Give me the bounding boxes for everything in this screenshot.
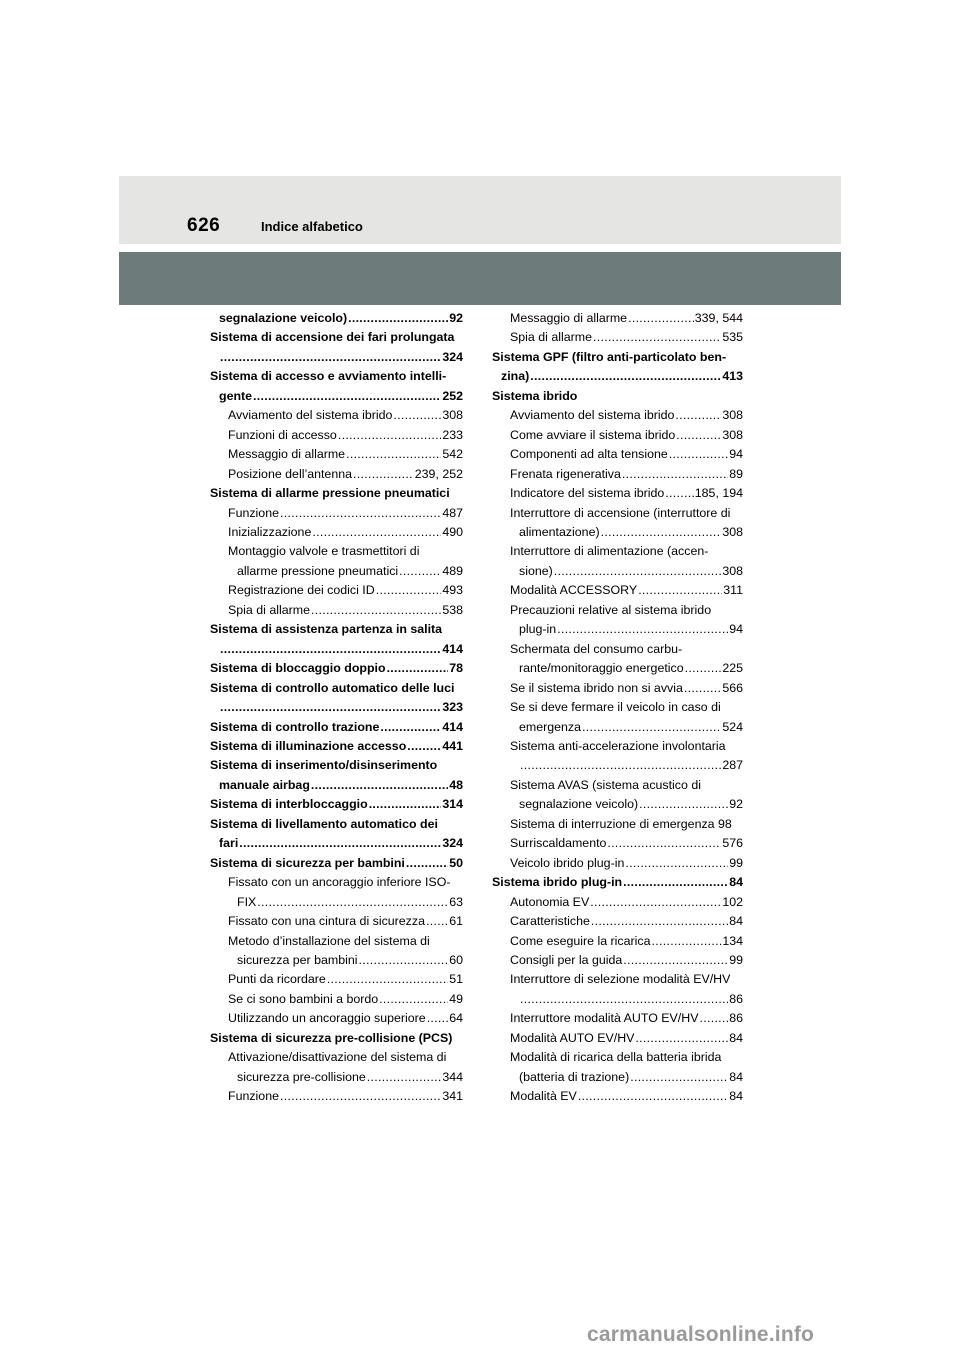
dot-leader	[699, 1009, 728, 1028]
index-entry-text: Componenti ad alta tensione	[510, 447, 668, 462]
dot-leader	[376, 581, 442, 600]
index-entry	[210, 873, 463, 892]
header-band	[119, 176, 841, 244]
index-entry	[210, 387, 463, 406]
index-entry-text: Sistema di controllo automatico delle luci	[210, 680, 455, 695]
index-entry-text: sicurezza per bambini	[237, 952, 358, 967]
index-entry-text: Posizione dell’antenna	[228, 466, 352, 481]
index-entry	[492, 562, 743, 581]
index-entry-page: 314	[442, 797, 463, 812]
index-entry-page: 48	[449, 777, 463, 792]
dot-leader	[280, 504, 441, 523]
index-entry-text: Spia di allarme	[510, 330, 592, 345]
dot-leader	[369, 795, 442, 814]
index-entry-text: Sistema ibrido	[492, 388, 578, 403]
index-entry-page: 99	[729, 952, 743, 967]
index-entry	[492, 328, 743, 347]
index-entry-page: 134	[722, 933, 743, 948]
dot-leader	[651, 932, 721, 951]
index-entry	[492, 893, 743, 912]
index-entry	[210, 1087, 463, 1106]
index-entry	[492, 465, 743, 484]
dot-leader	[591, 912, 728, 931]
dot-leader	[520, 990, 728, 1009]
index-entry-page: 102	[722, 894, 743, 909]
index-entry	[210, 562, 463, 581]
dot-leader	[399, 562, 441, 581]
dot-leader	[582, 718, 721, 737]
index-entry	[210, 445, 463, 464]
index-entry	[210, 581, 463, 600]
dot-leader	[359, 951, 449, 970]
index-entry-page: 60	[449, 952, 463, 967]
index-entry-text: Se si deve fermare il veicolo in caso di	[510, 700, 721, 715]
index-entry	[492, 756, 743, 775]
index-entry-text: Sistema di bloccaggio doppio	[210, 661, 386, 676]
dot-leader	[623, 873, 728, 892]
index-entry	[210, 640, 463, 659]
index-entry	[492, 1009, 743, 1028]
index-entry	[492, 445, 743, 464]
index-entry	[210, 815, 463, 834]
dot-leader	[280, 1087, 441, 1106]
index-entry	[492, 504, 743, 523]
index-entry-text: segnalazione veicolo)	[219, 311, 348, 325]
index-entry-page: 92	[729, 797, 743, 812]
index-entry-page: 308	[442, 408, 463, 423]
index-entry-text: Fissato con una cintura di sicurezza	[228, 914, 425, 929]
index-entry-text: Precauzioni relative al sistema ibrido	[510, 602, 712, 617]
index-entry-page: 538	[442, 602, 463, 617]
index-entry	[492, 873, 743, 892]
index-entry-text: Frenata rigenerativa	[510, 466, 621, 481]
dot-leader	[630, 1068, 728, 1087]
index-entry-page: 239, 252	[414, 466, 463, 481]
dot-leader	[639, 795, 728, 814]
index-entry	[210, 309, 463, 328]
index-entry	[492, 406, 743, 425]
index-entry-text: Sistema di allarme pressione pneumatici	[210, 486, 450, 501]
index-entry	[492, 854, 743, 873]
index-entry	[492, 348, 743, 367]
index-entry	[492, 834, 743, 853]
index-entry-page: 225	[722, 661, 743, 676]
index-entry-text: Metodo d’installazione del sistema di	[228, 933, 430, 948]
index-entry	[492, 1048, 743, 1067]
dot-leader	[557, 620, 728, 639]
index-entry-text: Interruttore modalità AUTO EV/HV	[510, 1011, 699, 1026]
index-entry-page: 61	[449, 914, 463, 929]
index-entry-text: alimentazione)	[519, 524, 600, 539]
index-entry	[210, 406, 463, 425]
index-entry-text: rante/monitoraggio energetico	[519, 661, 684, 676]
dot-leader	[593, 328, 721, 347]
index-entry	[492, 776, 743, 795]
index-entry-text: Punti da ricordare	[228, 972, 326, 987]
index-entry-text: Attivazione/disattivazione del sistema di	[228, 1050, 447, 1065]
index-entry	[210, 756, 463, 775]
index-entry-text: Utilizzando un ancoraggio superiore	[228, 1011, 426, 1026]
dot-leader	[353, 465, 414, 484]
index-entry-text: Inizializzazione	[228, 524, 312, 539]
index-entry	[210, 698, 463, 717]
index-entry-text: Interruttore di accensione (interruttore di	[510, 505, 731, 520]
index-entry	[210, 348, 463, 367]
index-entry-text: Interruttore di alimentazione (accen-	[510, 544, 709, 559]
index-entry-page: 576	[722, 836, 743, 851]
dot-leader	[520, 756, 721, 775]
index-entry	[492, 581, 743, 600]
index-entry	[492, 970, 743, 989]
index-entry-page: 51	[449, 972, 463, 987]
index-entry-page: 49	[449, 991, 463, 1006]
index-entry	[492, 484, 743, 503]
index-entry-page: 341	[442, 1089, 463, 1104]
index-entry	[492, 367, 743, 386]
dot-leader	[554, 562, 722, 581]
index-entry	[492, 718, 743, 737]
index-entry-text: Sistema GPF (filtro anti-particolato ben-	[492, 349, 727, 364]
section-title: Indice alfabetico	[261, 219, 363, 234]
page-number: 626	[187, 215, 221, 236]
dot-leader	[669, 445, 728, 464]
index-entry-page: 50	[449, 855, 463, 870]
index-entry-text: Sistema di inserimento/disinserimento	[210, 758, 438, 773]
index-entry	[210, 912, 463, 931]
index-entry	[492, 912, 743, 931]
index-entry	[210, 951, 463, 970]
index-entry-page: 308	[722, 408, 743, 423]
index-entry	[210, 679, 463, 698]
index-entry	[492, 620, 743, 639]
dot-leader	[530, 367, 721, 386]
dot-leader	[311, 601, 441, 620]
dot-leader	[684, 679, 721, 698]
index-entry	[210, 854, 463, 873]
index-entry-text: Sistema anti-accelerazione involontaria	[510, 738, 726, 753]
index-entry-page: 84	[729, 914, 743, 929]
index-entry-text: Spia di allarme	[228, 602, 310, 617]
dot-leader	[387, 659, 449, 678]
index-entry-text: Messaggio di allarme	[228, 447, 346, 462]
dot-leader	[628, 309, 694, 328]
index-entry-page: 413	[722, 369, 743, 384]
index-entry-page: 414	[442, 719, 463, 734]
index-entry-page: 308	[722, 524, 743, 539]
dot-leader	[601, 523, 722, 542]
index-entry-text: Fissato con un ancoraggio inferiore ISO-	[228, 875, 451, 890]
index-entry	[210, 718, 463, 737]
index-entry	[492, 815, 743, 834]
index-entry-page: 339, 544	[694, 311, 743, 325]
dot-leader	[338, 426, 441, 445]
dot-leader	[427, 1009, 449, 1028]
index-entry-page: 252	[442, 388, 463, 403]
index-entry	[210, 659, 463, 678]
index-entry-page: 489	[442, 563, 463, 578]
index-entry-page: 84	[729, 1089, 743, 1104]
dot-leader	[607, 834, 721, 853]
index-entry	[492, 951, 743, 970]
index-entry-text: allarme pressione pneumatici	[237, 563, 399, 578]
index-entry-text: Se ci sono bambini a bordo	[228, 991, 379, 1006]
dot-leader	[635, 1029, 728, 1048]
index-entry-text: Messaggio di allarme	[510, 311, 628, 325]
dot-leader	[426, 912, 448, 931]
index-entry-text: Come eseguire la ricarica	[510, 933, 651, 948]
dot-leader	[393, 406, 441, 425]
index-entry-text: Registrazione dei codici ID	[228, 583, 375, 598]
index-entry	[492, 640, 743, 659]
index-entry-text: FIX	[237, 894, 257, 909]
index-entry	[210, 328, 463, 347]
index-entry-text: Montaggio valvole e trasmettitori di	[228, 544, 420, 559]
index-entry	[492, 932, 743, 951]
header-dark-band	[119, 252, 841, 305]
index-entry-page: 84	[729, 875, 743, 890]
index-entry	[492, 990, 743, 1009]
index-entry-text: segnalazione veicolo)	[519, 797, 639, 812]
index-entry	[210, 1068, 463, 1087]
index-entry	[210, 367, 463, 386]
index-entry	[210, 990, 463, 1009]
dot-leader	[346, 445, 441, 464]
index-entry-page: 84	[729, 1069, 743, 1084]
dot-leader	[676, 426, 721, 445]
index-entry	[492, 542, 743, 561]
index-entry-text: Se il sistema ibrido non si avvia	[510, 680, 683, 695]
index-entry	[210, 601, 463, 620]
index-entry	[210, 542, 463, 561]
index-entry-text: Funzione	[228, 505, 279, 520]
index-entry-text: sicurezza pre-collisione	[237, 1069, 366, 1084]
index-entry-text: Sistema di sicurezza pre-collisione (PCS)	[210, 1030, 453, 1045]
index-entry-page: 414	[442, 641, 463, 656]
dot-leader	[220, 640, 441, 659]
dot-leader	[220, 348, 441, 367]
index-entry-text: Sistema AVAS (sistema acustico di	[510, 777, 701, 792]
index-entry-text: Modalità AUTO EV/HV	[510, 1030, 635, 1045]
index-entry	[210, 1029, 463, 1048]
index-entry-text: Modalità EV	[510, 1089, 577, 1104]
index-entry-page: 64	[449, 1011, 463, 1026]
index-entry	[210, 737, 463, 756]
index-entry-page: 308	[722, 427, 743, 442]
index-entry	[210, 426, 463, 445]
index-entry-text: manuale airbag	[219, 777, 310, 792]
index-entry	[492, 795, 743, 814]
index-entry-page: 566	[722, 680, 743, 695]
index-entry	[492, 1087, 743, 1106]
index-entry	[210, 893, 463, 912]
dot-leader	[622, 465, 728, 484]
index-entry-text: emergenza	[519, 719, 581, 734]
index-entry-page: 94	[729, 447, 743, 462]
dot-leader	[623, 951, 728, 970]
index-entry-page: 86	[729, 991, 743, 1006]
index-entry-page: 86	[729, 1011, 743, 1026]
dot-leader	[590, 893, 721, 912]
index-entry	[210, 1048, 463, 1067]
index-entry	[210, 1009, 463, 1028]
index-entry-text: Consigli per la guida	[510, 952, 623, 967]
index-entry-text: Sistema di livellamento automatico dei	[210, 816, 438, 831]
index-entry-page: 324	[442, 349, 463, 364]
index-entry	[492, 1029, 743, 1048]
index-entry	[210, 484, 463, 503]
index-entry-page: 89	[729, 466, 743, 481]
index-entry	[492, 387, 743, 406]
index-entry-text: Modalità di ricarica della batteria ibrida	[510, 1050, 722, 1065]
index-entry-text: Interruttore di selezione modalità EV/HV	[510, 972, 731, 987]
dot-leader	[638, 581, 722, 600]
index-entry	[492, 679, 743, 698]
index-entry	[210, 776, 463, 795]
dot-leader	[348, 309, 448, 328]
index-entry-page: 99	[729, 855, 743, 870]
index-entry-page: 185, 194	[694, 486, 743, 501]
dot-leader	[685, 659, 722, 678]
index-entry-text: (batteria di trazione)	[519, 1069, 630, 1084]
index-entry-text: Sistema di accensione dei fari prolungata	[210, 330, 455, 345]
index-entry-text: Surriscaldamento	[510, 836, 607, 851]
dot-leader	[406, 854, 448, 873]
index-entry-text: zina)	[501, 369, 530, 384]
dot-leader	[311, 776, 448, 795]
index-entry-text: Indicatore del sistema ibrido	[510, 486, 665, 501]
index-column-left	[210, 309, 463, 1107]
dot-leader	[327, 970, 448, 989]
index-entry	[492, 601, 743, 620]
index-entry	[492, 737, 743, 756]
index-entry-page: 94	[729, 622, 743, 637]
index-entry	[210, 795, 463, 814]
index-entry	[210, 834, 463, 853]
index-entry-page: 490	[442, 524, 463, 539]
index-entry-text: Avviamento del sistema ibrido	[510, 408, 675, 423]
dot-leader	[407, 737, 441, 756]
index-entry-text: Veicolo ibrido plug-in	[510, 855, 625, 870]
index-entry-page: 323	[442, 700, 463, 715]
dot-leader	[312, 523, 441, 542]
index-entry-page: 441	[442, 738, 463, 753]
dot-leader	[253, 387, 441, 406]
index-entry-text: Sistema ibrido plug-in	[492, 875, 623, 890]
index-entry	[210, 620, 463, 639]
index-entry-text: sione)	[519, 563, 553, 578]
index-entry-text: Sistema di sicurezza per bambini	[210, 855, 405, 870]
index-entry	[210, 523, 463, 542]
index-entry-page: 311	[723, 583, 743, 598]
index-entry-page: 92	[449, 311, 463, 325]
index-entry	[210, 932, 463, 951]
index-entry-text: fari	[219, 836, 239, 851]
index-entry	[210, 970, 463, 989]
index-entry-text: gente	[219, 388, 253, 403]
index-entry-page: 78	[449, 661, 463, 676]
dot-leader	[675, 406, 721, 425]
dot-leader	[578, 1087, 728, 1106]
index-entry-text: Avviamento del sistema ibrido	[228, 408, 393, 423]
index-entry-page: 487	[442, 505, 463, 520]
index-entry-page: 287	[722, 758, 743, 773]
index-entry-text: plug-in	[519, 622, 557, 637]
index-entry-page: 524	[722, 719, 743, 734]
dot-leader	[257, 893, 448, 912]
dot-leader	[379, 990, 448, 1009]
index-entry-text: Sistema di interbloccaggio	[210, 797, 368, 812]
index-entry-text: Sistema di interruzione di emergenza 98	[510, 816, 732, 831]
index-entry-page: 324	[442, 836, 463, 851]
watermark: carmanualsonline.info	[587, 1323, 815, 1346]
dot-leader	[380, 718, 441, 737]
index-entry-page: 493	[442, 583, 463, 598]
index-entry-text: Funzione	[228, 1089, 279, 1104]
index-entry-text: Sistema di accesso e avviamento intelli-	[210, 369, 447, 384]
index-entry-text: Sistema di illuminazione accesso	[210, 738, 407, 753]
dot-leader	[220, 698, 441, 717]
index-entry	[492, 659, 743, 678]
index-entry	[210, 465, 463, 484]
dot-leader	[625, 854, 728, 873]
index-column-right	[492, 309, 743, 1107]
index-entry-page: 308	[722, 563, 743, 578]
index-entry	[492, 698, 743, 717]
index-entry-text: Sistema di controllo trazione	[210, 719, 380, 734]
index-entry-page: 535	[722, 330, 743, 345]
index-entry	[210, 504, 463, 523]
index-entry-text: Sistema di assistenza partenza in salita	[210, 622, 443, 637]
index-entry-text: Come avviare il sistema ibrido	[510, 427, 676, 442]
index-entry	[492, 426, 743, 445]
index-entry-text: Schermata del consumo carbu-	[510, 641, 683, 656]
index-entry-text: Funzioni di accesso	[228, 427, 337, 442]
index-entry	[492, 523, 743, 542]
dot-leader	[239, 834, 441, 853]
dot-leader	[665, 484, 693, 503]
dot-leader	[367, 1068, 442, 1087]
index-entry-page: 233	[442, 427, 463, 442]
index-entry-text: Autonomia EV	[510, 894, 590, 909]
index-entry-text: Caratteristiche	[510, 914, 590, 929]
index-entry-page: 344	[442, 1069, 463, 1084]
index-entry-page: 542	[442, 447, 463, 462]
index-entry-page: 63	[449, 894, 463, 909]
index-entry-page: 84	[729, 1030, 743, 1045]
index-entry-text: Modalità ACCESSORY	[510, 583, 638, 598]
index-entry	[492, 1068, 743, 1087]
index-entry	[492, 309, 743, 328]
